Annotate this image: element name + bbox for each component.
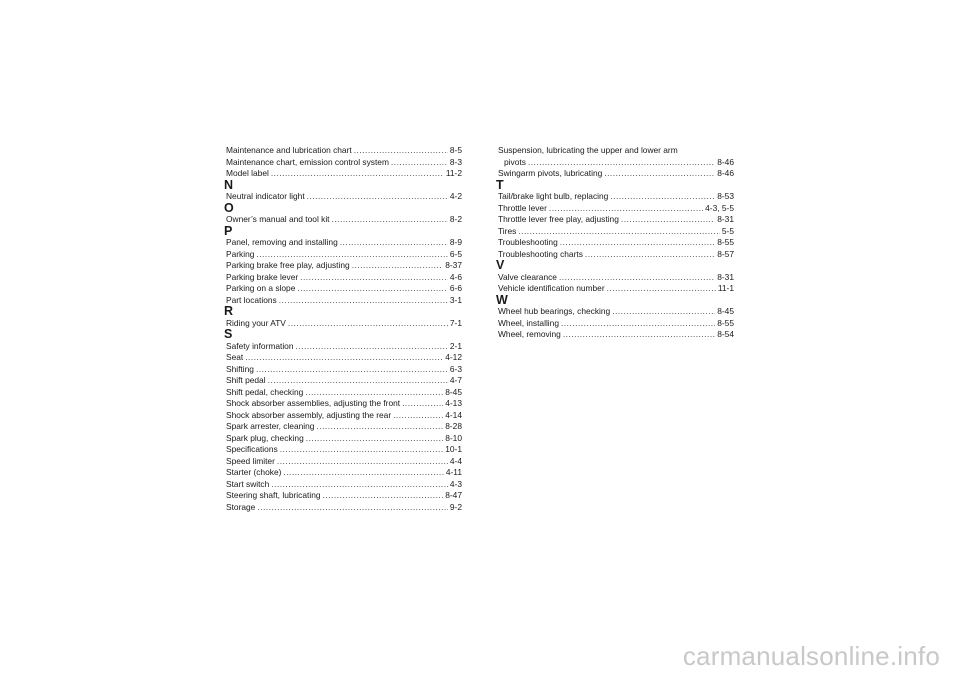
index-entry-page: 4-6 <box>449 271 462 282</box>
dot-leader <box>560 237 715 249</box>
index-entry-page: 8-10 <box>445 432 462 443</box>
index-entry-label: Specifications <box>226 444 278 454</box>
index-entry-page: 8-47 <box>445 490 462 500</box>
index-entry-page: 8-45 <box>445 386 462 397</box>
index-entry-label: Throttle lever <box>498 202 547 213</box>
dot-leader <box>323 490 444 502</box>
index-entry-shock-absorber-assemblies-adjusting-the-front <box>224 398 462 410</box>
dot-leader <box>268 375 448 387</box>
dot-leader <box>283 467 443 479</box>
index-entry-label: Part locations <box>226 294 277 305</box>
index-entry-label: Swingarm pivots, lubricating <box>498 168 603 178</box>
index-entry-swingarm-pivots-lubricating <box>496 168 734 180</box>
index-entry-page: 8-37 <box>445 260 462 270</box>
dot-leader <box>280 444 444 456</box>
index-entry-page: 10-1 <box>445 444 462 454</box>
index-entry-page: 8-55 <box>717 317 734 328</box>
index-entry-speed-limiter <box>224 456 462 468</box>
index-entry-throttle-lever <box>496 203 734 215</box>
index-entry-label: Vehicle identification number <box>498 283 605 293</box>
index-entry-page: 8-46 <box>717 168 734 178</box>
index-entry-starter-choke <box>224 467 462 479</box>
index-entry-suspension-lubricating-the-upper-and-lower-arm: Suspension, lubricating the upper and lower arm <box>498 145 678 155</box>
index-entry-label: Throttle lever free play, adjusting <box>498 214 619 224</box>
index-entry-label: Maintenance chart, emission control system <box>226 156 389 167</box>
dot-leader <box>300 272 448 284</box>
index-entry-page: 4-2 <box>449 191 462 201</box>
index-entry-page: 4-3, 5-5 <box>705 202 734 213</box>
index-entry-label: Wheel, removing <box>498 329 561 339</box>
index-entry-label: Tires <box>498 225 517 236</box>
index-entry-label: Parking <box>226 248 255 259</box>
index-entry-label: Parking brake free play, adjusting <box>226 260 350 270</box>
index-letter-heading: T <box>496 177 504 192</box>
index-entry-parking <box>224 249 462 261</box>
index-column-left <box>224 145 462 513</box>
index-entry-label: Troubleshooting charts <box>498 248 583 259</box>
index-entry-label: Model label <box>226 168 269 178</box>
index-entry-label: Shifting <box>226 363 254 374</box>
index-entry-tires <box>496 226 734 238</box>
dot-leader <box>245 352 443 364</box>
dot-leader <box>612 306 715 318</box>
index-entry-label: Steering shaft, lubricating <box>226 490 321 500</box>
dot-leader <box>256 249 447 261</box>
index-entry-pivots <box>496 157 734 169</box>
dot-leader <box>307 191 448 203</box>
index-letter-heading: N <box>224 177 234 192</box>
dot-leader <box>563 329 715 341</box>
dot-leader <box>279 295 448 307</box>
index-letter-heading: V <box>496 258 505 272</box>
index-entry-page: 8-5 <box>449 145 462 155</box>
dot-leader <box>352 260 444 272</box>
index-entry-model-label <box>224 168 462 180</box>
index-entry-safety-information <box>224 341 462 353</box>
index-entry-troubleshooting-charts <box>496 249 734 261</box>
dot-leader <box>518 226 720 238</box>
index-entry-label: Neutral indicator light <box>226 191 305 201</box>
index-entry-label: Parking on a slope <box>226 283 296 293</box>
index-letter-heading: O <box>224 200 234 215</box>
index-entry-page: 8-55 <box>717 237 734 247</box>
index-entry-page: 4-12 <box>445 352 462 362</box>
index-entry-start-switch <box>224 479 462 491</box>
index-entry-owner-s-manual-and-tool-kit <box>224 214 462 226</box>
index-column-right <box>496 145 734 341</box>
index-entry-storage <box>224 502 462 514</box>
index-entry-wheel-hub-bearings-checking <box>496 306 734 318</box>
index-entry-label: Shift pedal <box>226 375 266 385</box>
index-entry-page: 8-54 <box>717 329 734 339</box>
index-entry-label: Shift pedal, checking <box>226 386 304 397</box>
index-entry-page: 3-1 <box>449 294 462 305</box>
dot-leader <box>610 191 715 203</box>
index-entry-spark-arrester-cleaning <box>224 421 462 433</box>
index-entry-page: 8-53 <box>717 191 734 201</box>
index-entry-page: 8-45 <box>717 306 734 316</box>
dot-leader <box>402 398 443 410</box>
index-entry-shock-absorber-assembly-adjusting-the-rear <box>224 410 462 422</box>
index-entry-page: 8-3 <box>449 156 462 167</box>
index-entry-page: 5-5 <box>721 225 734 236</box>
index-entry-page: 8-31 <box>717 271 734 282</box>
dot-leader <box>257 502 448 514</box>
index-entry-shift-pedal <box>224 375 462 387</box>
index-entry-page: 2-1 <box>449 340 462 351</box>
watermark-text: carmanualsonline.info <box>682 641 940 671</box>
index-entry-steering-shaft-lubricating <box>224 490 462 502</box>
index-entry-parking-brake-lever <box>224 272 462 284</box>
index-entry-label: Starter (choke) <box>226 467 282 477</box>
index-entry-throttle-lever-free-play-adjusting <box>496 214 734 226</box>
dot-leader <box>528 157 715 169</box>
index-entry-label: Storage <box>226 501 256 512</box>
dot-leader <box>585 249 715 261</box>
index-entry-page: 8-46 <box>717 156 734 167</box>
index-entry-seat <box>224 352 462 364</box>
index-entry-shifting <box>224 364 462 376</box>
dot-leader <box>559 272 715 284</box>
index-entry-label: Spark plug, checking <box>226 432 304 443</box>
dot-leader <box>296 341 448 353</box>
index-entry-page: 4-3 <box>449 478 462 489</box>
index-entry-label: Troubleshooting <box>498 237 558 247</box>
dot-leader <box>316 421 443 433</box>
index-entry-maintenance-and-lubrication-chart <box>224 145 462 157</box>
dot-leader <box>340 237 448 249</box>
dot-leader <box>549 203 703 215</box>
index-entry-label: Valve clearance <box>498 271 557 282</box>
index-entry-label: Start switch <box>226 478 270 489</box>
index-entry-label: Panel, removing and installing <box>226 237 338 247</box>
index-entry-tail-brake-light-bulb-replacing <box>496 191 734 203</box>
index-entry-page: 4-7 <box>449 375 462 385</box>
dot-leader <box>297 283 448 295</box>
index-entry-page: 7-1 <box>449 317 462 328</box>
index-entry-label: Shock absorber assemblies, adjusting the front <box>226 398 401 408</box>
index-entry-page: 4-4 <box>449 455 462 466</box>
index-entry-parking-on-a-slope <box>224 283 462 295</box>
index-entry-page: 11-2 <box>445 168 462 178</box>
index-entry-page: 8-28 <box>445 421 462 431</box>
index-entry-label: Tail/brake light bulb, replacing <box>498 191 609 201</box>
index-entry-label: Parking brake lever <box>226 271 299 282</box>
dot-leader <box>607 283 716 295</box>
index-entry-page: 4-11 <box>445 467 462 477</box>
index-entry-page: 8-9 <box>449 237 462 247</box>
index-letter-heading: S <box>224 327 233 341</box>
index-entry-page: 6-5 <box>449 248 462 259</box>
index-entry-wheel-removing <box>496 329 734 341</box>
dot-leader <box>271 168 444 180</box>
dot-leader <box>561 318 715 330</box>
dot-leader <box>256 364 448 376</box>
index-entry-label: Safety information <box>226 340 294 351</box>
index-entry-label: Maintenance and lubrication chart <box>226 145 352 155</box>
dot-leader <box>604 168 715 180</box>
index-entry-label: Shock absorber assembly, adjusting the rear <box>226 409 392 420</box>
index-entry-specifications <box>224 444 462 456</box>
index-entry-label: Wheel, installing <box>498 317 559 328</box>
index-entry-maintenance-chart-emission-control-system <box>224 157 462 169</box>
index-entry-spark-plug-checking <box>224 433 462 445</box>
index-entry-page: 6-3 <box>449 363 462 374</box>
index-entry-page: 9-2 <box>449 501 462 512</box>
index-entry-troubleshooting <box>496 237 734 249</box>
index-entry-label: Seat <box>226 352 244 362</box>
index-entry-vehicle-identification-number <box>496 283 734 295</box>
index-entry-parking-brake-free-play-adjusting <box>224 260 462 272</box>
index-entry-page: 11-1 <box>717 283 734 293</box>
dot-leader <box>354 145 448 157</box>
index-entry-label: Owner’s manual and tool kit <box>226 214 330 224</box>
index-entry-label: Speed limiter <box>226 455 275 466</box>
index-entry-part-locations <box>224 295 462 307</box>
dot-leader <box>391 157 448 169</box>
index-entry-label: Wheel hub bearings, checking <box>498 306 611 316</box>
index-entry-wheel-installing <box>496 318 734 330</box>
dot-leader <box>271 479 448 491</box>
index-entry-page: 8-57 <box>717 248 734 259</box>
index-entry-panel-removing-and-installing <box>224 237 462 249</box>
dot-leader <box>277 456 448 468</box>
index-letter-heading: W <box>496 292 508 307</box>
index-entry-shift-pedal-checking <box>224 387 462 399</box>
index-entry-riding-your-atv <box>224 318 462 330</box>
dot-leader <box>393 410 443 422</box>
index-entry-label: pivots <box>504 156 526 167</box>
index-letter-heading: R <box>224 304 234 318</box>
index-entry-page: 8-31 <box>717 214 734 224</box>
index-entry-page: 8-2 <box>449 214 462 224</box>
index-entry-valve-clearance <box>496 272 734 284</box>
dot-leader <box>306 433 443 445</box>
dot-leader <box>305 387 443 399</box>
index-entry-page: 4-14 <box>445 409 462 420</box>
dot-leader <box>332 214 448 226</box>
dot-leader <box>288 318 448 330</box>
index-entry-page: 6-6 <box>449 283 462 293</box>
dot-leader <box>621 214 715 226</box>
index-entry-neutral-indicator-light <box>224 191 462 203</box>
index-entry-label: Riding your ATV <box>226 317 286 328</box>
index-entry-page: 4-13 <box>445 398 462 408</box>
index-letter-heading: P <box>224 223 233 238</box>
index-entry-label: Spark arrester, cleaning <box>226 421 315 431</box>
